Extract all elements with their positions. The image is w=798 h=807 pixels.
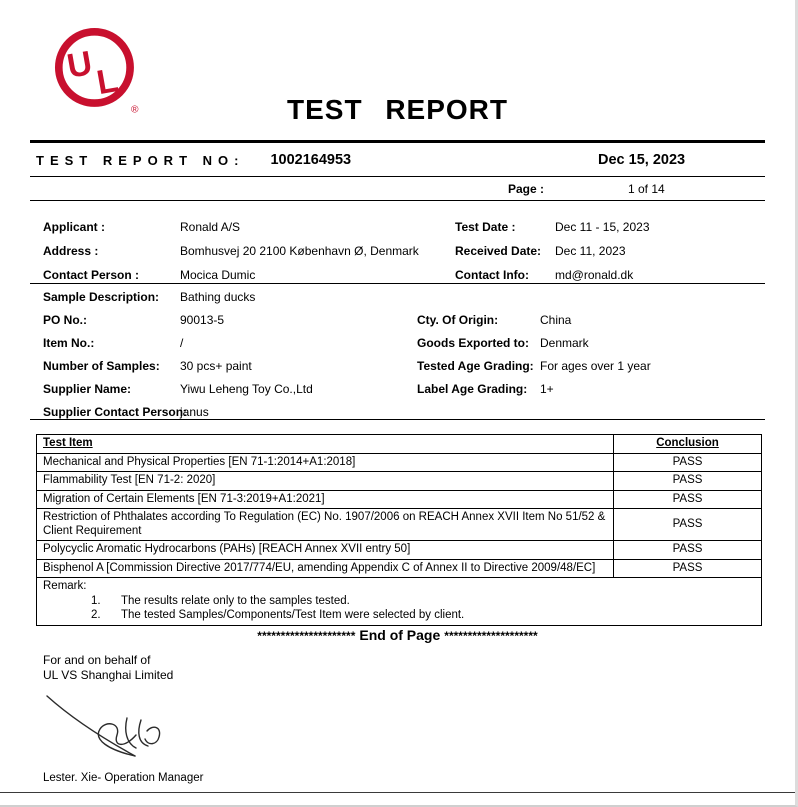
sample-row	[43, 405, 761, 419]
test-item-cell: Restriction of Phthalates according To Regulation (EC) No. 1907/2006 on REACH Annex XVII Item No 51/52 & Client Requirement	[37, 509, 614, 541]
table-header-row	[37, 435, 762, 454]
field-value: 90013-5	[180, 313, 225, 327]
report-no-label: TEST REPORT NO:	[36, 152, 245, 168]
field-label: Received Date:	[455, 244, 542, 258]
remark-number: 1.	[91, 594, 101, 607]
field-value: /	[180, 336, 184, 350]
remark-item	[43, 595, 755, 609]
report-no-value: 1002164953	[270, 152, 352, 168]
field-value: 1+	[540, 382, 554, 396]
field-label: Cty. Of Origin:	[417, 313, 499, 327]
conclusion-cell: PASS	[614, 559, 762, 578]
field-label: Item No.:	[43, 336, 95, 350]
end-of-page-line	[0, 627, 795, 643]
sample-row	[43, 313, 761, 327]
table-row	[37, 490, 762, 509]
svg-text:U: U	[64, 44, 96, 86]
sample-row	[43, 359, 761, 373]
field-value: Yiwu Leheng Toy Co.,Ltd	[180, 382, 313, 396]
conclusion-cell: PASS	[614, 541, 762, 560]
field-label: Supplier Contact Person:	[43, 405, 188, 419]
header-test-item: Test Item	[37, 435, 614, 454]
field-value: Bathing ducks	[180, 290, 256, 304]
report-no-row	[36, 147, 759, 173]
remark-row	[37, 578, 762, 626]
info-row	[43, 220, 761, 234]
header-conclusion: Conclusion	[614, 435, 762, 454]
test-item-cell: Polycyclic Aromatic Hydrocarbons (PAHs) [REACH Annex XVII entry 50]	[37, 541, 614, 560]
field-label: Contact Info:	[455, 268, 529, 282]
conclusion-cell: PASS	[614, 509, 762, 541]
sample-row	[43, 290, 761, 304]
remark-number: 2.	[91, 609, 101, 621]
field-value: Ronald A/S	[180, 220, 241, 234]
page-label: Page :	[508, 182, 545, 196]
conclusion-cell: PASS	[614, 472, 762, 491]
test-item-cell: Migration of Certain Elements [EN 71-3:2019+A1:2021]	[37, 490, 614, 509]
table-row	[37, 472, 762, 491]
remark-item	[43, 609, 755, 623]
behalf-line-2: UL VS Shanghai Limited	[43, 667, 174, 682]
field-label: Label Age Grading:	[417, 382, 528, 396]
field-value: For ages over 1 year	[540, 359, 651, 373]
stars-right: ********************	[444, 629, 538, 643]
divider	[30, 200, 765, 201]
table-row	[37, 509, 762, 541]
info-row	[43, 268, 761, 282]
field-label: PO No.:	[43, 313, 87, 327]
remark-title: Remark:	[43, 580, 87, 592]
field-label: Goods Exported to:	[417, 336, 529, 350]
remark-text: The results relate only to the samples tested.	[121, 594, 350, 607]
field-label: Test Date :	[455, 220, 516, 234]
page-title: TEST REPORT	[286, 94, 508, 125]
report-date: Dec 15, 2023	[598, 152, 686, 168]
table-row	[37, 559, 762, 578]
field-value: China	[540, 313, 572, 327]
remark-text: The tested Samples/Components/Test Item were selected by client.	[121, 609, 465, 621]
registered-mark: ®	[130, 104, 139, 116]
field-label: Number of Samples:	[43, 359, 160, 373]
field-label: Supplier Name:	[43, 382, 132, 396]
field-label: Tested Age Grading:	[417, 359, 534, 373]
info-row	[43, 244, 761, 258]
test-item-cell: Bisphenol A [Commission Directive 2017/774/EU, amending Appendix C of Annex II to Directive 2009/48/EC]	[37, 559, 614, 578]
field-value: md@ronald.dk	[555, 268, 634, 282]
signatory-name: Lester. Xie- Operation Manager	[43, 772, 204, 784]
conclusion-cell: PASS	[614, 453, 762, 472]
field-value: Dec 11 - 15, 2023	[555, 220, 650, 234]
remark-cell	[37, 578, 762, 626]
sample-row	[43, 336, 761, 350]
test-item-cell: Flammability Test [EN 71-2: 2020]	[37, 472, 614, 491]
results-table	[36, 434, 762, 626]
divider	[30, 283, 765, 284]
test-item-cell: Mechanical and Physical Properties [EN 71-1:2014+A1:2018]	[37, 453, 614, 472]
divider	[30, 176, 765, 177]
bottom-divider	[0, 792, 795, 793]
field-value: Mocica Dumic	[180, 268, 256, 282]
svg-text:L: L	[93, 61, 121, 103]
divider-thick	[30, 140, 765, 143]
page-row	[0, 182, 795, 198]
field-label: Contact Person :	[43, 268, 140, 282]
applicant-block	[43, 220, 761, 292]
field-label: Sample Description:	[43, 290, 160, 304]
field-value: Bomhusvej 20 2100 København Ø, Denmark	[180, 244, 419, 258]
conclusion-cell: PASS	[614, 490, 762, 509]
field-value: Denmark	[540, 336, 589, 350]
field-label: Applicant :	[43, 220, 105, 234]
field-value: Dec 11, 2023	[555, 244, 626, 258]
divider	[30, 419, 765, 420]
behalf-line-1: For and on behalf of	[43, 653, 151, 667]
page-value: 1 of 14	[628, 182, 665, 196]
end-of-page-label: End of Page	[359, 627, 441, 643]
sample-row	[43, 382, 761, 396]
signature-block	[43, 653, 203, 784]
field-label: Address :	[43, 244, 99, 258]
field-value: 30 pcs+ paint	[180, 359, 252, 373]
stars-left: *********************	[257, 629, 356, 643]
table-row	[37, 453, 762, 472]
signature-image	[43, 690, 178, 768]
table-row	[37, 541, 762, 560]
sample-block	[43, 290, 761, 428]
field-value: janus	[180, 405, 209, 419]
